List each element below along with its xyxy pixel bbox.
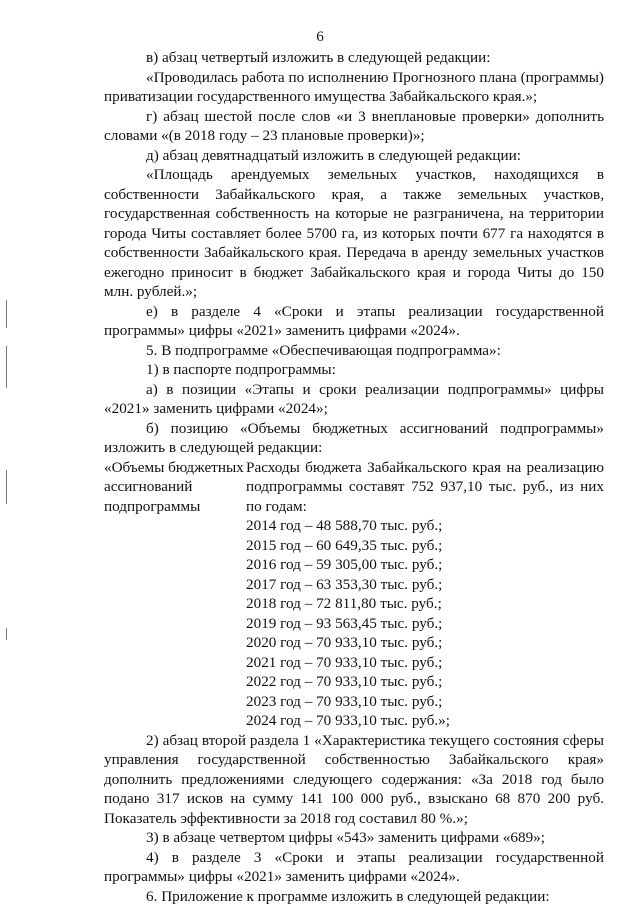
year-item: 2021 год – 70 933,10 тыс. руб.; (246, 653, 604, 673)
year-item: 2024 год – 70 933,10 тыс. руб.»; (246, 711, 604, 731)
year-item: 2014 год – 48 588,70 тыс. руб.; (246, 516, 604, 536)
paragraph-3: 3) в абзаце четвертом цифры «543» заменить цифрами «689»; (104, 828, 604, 848)
year-item: 2016 год – 59 305,00 тыс. руб.; (246, 555, 604, 575)
year-item: 2020 год – 70 933,10 тыс. руб.; (246, 633, 604, 653)
paragraph-5-1: 1) в паспорте подпрограммы: (104, 360, 604, 380)
year-item: 2023 год – 70 933,10 тыс. руб.; (246, 692, 604, 712)
paragraph-v-quote: «Проводилась работа по исполнению Прогнозного плана (программы) приватизации государственного имущества Забайкальского края.»; (104, 68, 604, 107)
paragraph-6: 6. Приложение к программе изложить в следующей редакции: (104, 887, 604, 906)
paragraph-d: д) абзац девятнадцатый изложить в следующей редакции: (104, 146, 604, 166)
margin-scan-mark (6, 346, 7, 388)
year-item: 2018 год – 72 811,80 тыс. руб.; (246, 594, 604, 614)
table-right-column (246, 458, 604, 731)
margin-scan-mark (6, 300, 7, 328)
budget-table (104, 458, 604, 731)
year-item: 2017 год – 63 353,30 тыс. руб.; (246, 575, 604, 595)
paragraph-5-1-b: б) позицию «Объемы бюджетных ассигнований подпрограммы» изложить в следующей редакции: (104, 419, 604, 458)
paragraph-2: 2) абзац второй раздела 1 «Характеристика текущего состояния сферы управления государственной собственностью Забайкальского края» дополнить предложениями следующего содержания: «За 2018 год было подано 317 исков на сумму 141 100 000 руб., взыскано 68 870 200 руб. Показатель эффективности за 2018 год составил 80 %.»; (104, 731, 604, 829)
margin-scan-mark (6, 628, 7, 640)
year-item: 2022 год – 70 933,10 тыс. руб.; (246, 672, 604, 692)
paragraph-4: 4) в разделе 3 «Сроки и этапы реализации государственной программы» цифры «2021» заменить цифрами «2024». (104, 848, 604, 887)
paragraph-5: 5. В подпрограмме «Обеспечивающая подпрограмма»: (104, 341, 604, 361)
year-list (246, 516, 604, 731)
page-number: 6 (0, 28, 640, 46)
paragraph-d-quote: «Площадь арендуемых земельных участков, находящихся в собственности Забайкальского края, а также земельных участков, государственная собственность на которые не разграничена, на территории города Читы составляет более 5700 га, из которых почти 677 га находятся в собственности Забайкальского края. Передача в аренду земельных участков ежегодно приносит в бюджет Забайкальского края и города Читы до 150 млн. рублей.»; (104, 165, 604, 302)
table-intro: Расходы бюджета Забайкальского края на реализацию подпрограммы составят 752 937,10 тыс. руб., из них по годам: (246, 458, 604, 517)
table-left-label: «Объемы бюджетных ассигнований подпрограммы (104, 458, 246, 731)
margin-scan-mark (6, 470, 7, 504)
document-body (104, 48, 604, 906)
year-item: 2019 год – 93 563,45 тыс. руб.; (246, 614, 604, 634)
paragraph-5-1-a: а) в позиции «Этапы и сроки реализации подпрограммы» цифры «2021» заменить цифрами «2024»; (104, 380, 604, 419)
year-item: 2015 год – 60 649,35 тыс. руб.; (246, 536, 604, 556)
paragraph-v: в) абзац четвертый изложить в следующей редакции: (104, 48, 604, 68)
paragraph-e: е) в разделе 4 «Сроки и этапы реализации государственной программы» цифры «2021» заменить цифрами «2024». (104, 302, 604, 341)
paragraph-g: г) абзац шестой после слов «и 3 внеплановые проверки» дополнить словами «(в 2018 году – 23 плановые проверки)»; (104, 107, 604, 146)
